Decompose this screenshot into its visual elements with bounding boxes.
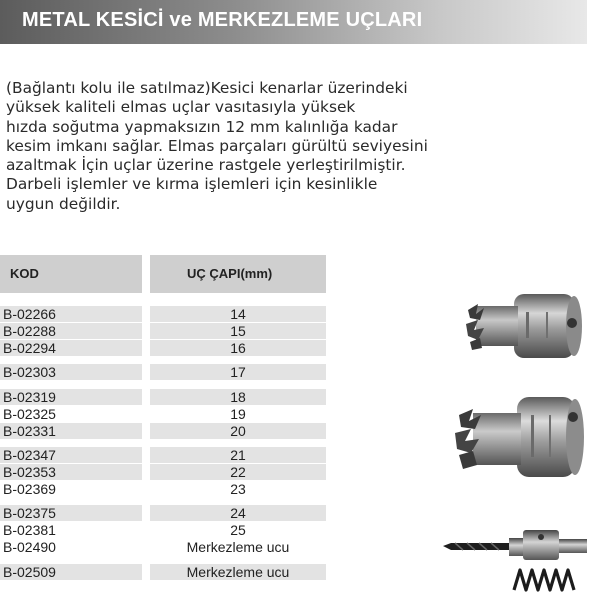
description: [6, 79, 506, 214]
table-row: [0, 340, 326, 356]
kod-cell: B-02266: [3, 306, 56, 322]
description-line: uygun değildir.: [6, 194, 121, 213]
cap-cell: 22: [230, 464, 246, 480]
description-line: (Bağlantı kolu ile satılmaz)Kesici kenarlar üzerindeki: [6, 79, 408, 97]
cap-cell: 25: [230, 522, 246, 538]
table-row: [0, 522, 326, 538]
table-row: [0, 539, 326, 555]
cap-cell: Merkezleme ucu: [186, 539, 290, 555]
cap-cell: 15: [230, 323, 246, 339]
cap-cell: 14: [230, 306, 246, 322]
table-row: [0, 481, 326, 497]
description-line: kesim imkanı sağlar. Elmas parçaları gürültü seviyesini: [6, 136, 428, 155]
description-line: hızda soğutma yapmaksızın 12 mm kalınlığa kadar: [6, 117, 398, 136]
table-row: [0, 447, 326, 463]
table-row: [0, 323, 326, 339]
description-line: Darbeli işlemler ve kırma işlemleri için kesinlikle: [6, 175, 378, 194]
spring-image: [510, 566, 580, 596]
title-bar: [0, 0, 587, 44]
table-header-cap-label: UÇ ÇAPI(mm): [187, 266, 273, 281]
cap-cell: 19: [230, 406, 246, 422]
table-row: [0, 364, 326, 380]
table-row: [0, 306, 326, 322]
table-row: [0, 406, 326, 422]
large-cutter-image: [451, 393, 591, 483]
page-title: METAL KESİCİ ve MERKEZLEME UÇLARI: [22, 9, 423, 31]
kod-cell: B-02369: [3, 481, 56, 497]
description-line: yüksek kaliteli elmas uçlar vasıtasıyla yüksek: [6, 98, 356, 117]
cap-cell: 24: [230, 505, 246, 521]
kod-cell: B-02375: [3, 505, 56, 521]
small-cutter-image: [462, 290, 592, 362]
cap-cell: 18: [230, 389, 246, 405]
kod-cell: B-02331: [3, 423, 56, 439]
table-row: [0, 505, 326, 521]
kod-cell: B-02288: [3, 323, 56, 339]
kod-cell: B-02319: [3, 389, 56, 405]
cap-cell: 23: [230, 481, 246, 497]
kod-cell: B-02490: [3, 539, 56, 555]
cap-cell: 17: [230, 364, 246, 380]
table-header-kod: [0, 255, 142, 293]
kod-cell: B-02325: [3, 406, 56, 422]
kod-cell: B-02381: [3, 522, 56, 538]
kod-cell: B-02294: [3, 340, 56, 356]
kod-cell: B-02347: [3, 447, 56, 463]
table-row: [0, 389, 326, 405]
cap-cell: Merkezleme ucu: [186, 564, 290, 580]
kod-cell: B-02509: [3, 564, 56, 580]
cap-cell: 20: [230, 423, 246, 439]
table-row: [0, 423, 326, 439]
table-row: [0, 464, 326, 480]
centering-drill-image: [441, 526, 591, 566]
table-header-cap: [150, 255, 326, 293]
kod-cell: B-02353: [3, 464, 56, 480]
kod-cell: B-02303: [3, 364, 56, 380]
table-header-kod-label: KOD: [10, 266, 39, 281]
cap-cell: 16: [230, 340, 246, 356]
description-line: azaltmak İçin uçlar üzerine rastgele yerleştirilmiştir.: [6, 156, 406, 175]
table-row: [0, 564, 326, 580]
cap-cell: 21: [230, 447, 246, 463]
